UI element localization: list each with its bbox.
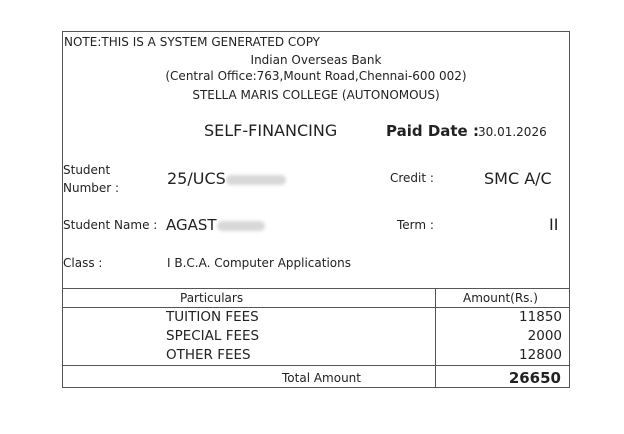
credit-value: SMC A/C [484,169,552,188]
fee-scheme: SELF-FINANCING [204,121,338,140]
bank-office-address: (Central Office:763,Mount Road,Chennai-600 002) [165,69,467,83]
paid-date-label: Paid Date : [386,122,479,140]
student-number-visible: 25/UCS [167,169,226,188]
redaction-blur [226,175,286,185]
class-label: Class : [63,256,103,270]
fee-row-name: SPECIAL FEES [166,328,260,344]
student-number-value [167,169,286,188]
system-note: NOTE:THIS IS A SYSTEM GENERATED COPY [64,35,321,49]
fee-row-name: OTHER FEES [166,347,251,363]
class-value: I B.C.A. Computer Applications [167,256,351,270]
amount-header: Amount(Rs.) [463,291,538,305]
total-amount-value: 26650 [508,369,561,387]
total-amount-label: Total Amount [282,371,361,385]
term-label: Term : [397,218,434,232]
header-divider [62,307,570,308]
fee-row-name: TUITION FEES [166,309,259,325]
paid-date-value: 30.01.2026 [478,125,547,139]
term-value: II [549,215,559,234]
fee-row-amount: 12800 [519,347,562,363]
credit-label: Credit : [390,171,434,185]
student-number-label-line2: Number : [63,181,120,195]
student-name-label: Student Name : [63,218,158,232]
student-name-value [166,216,265,234]
fee-row-amount: 11850 [519,309,562,325]
column-divider [435,289,436,388]
fee-row-amount: 2000 [527,328,562,344]
fee-table [62,288,570,388]
college-name: STELLA MARIS COLLEGE (AUTONOMOUS) [192,88,440,102]
particulars-header: Particulars [180,291,244,305]
total-divider [62,365,570,366]
student-name-visible: AGAST [166,216,217,234]
redaction-blur [217,221,265,231]
bank-name: Indian Overseas Bank [250,53,382,67]
student-number-label-line1: Student [63,163,111,177]
